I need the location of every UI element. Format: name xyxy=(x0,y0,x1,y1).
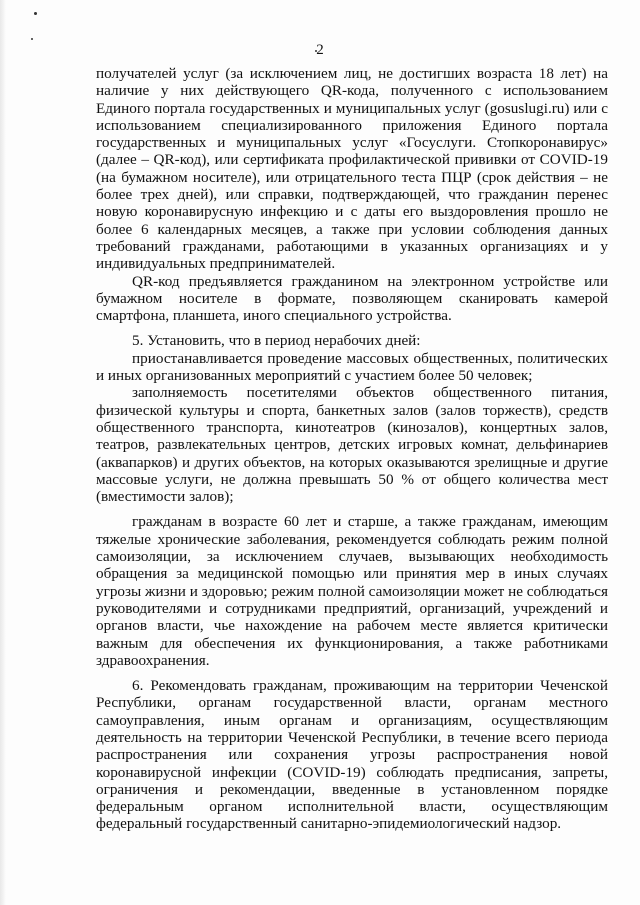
scan-speck xyxy=(34,12,37,15)
document-body xyxy=(96,65,608,833)
paragraph-mass-events: приостанавливается проведение массовых общественных, политических и иных организованных мероприятий с участием более 50 человек; xyxy=(96,349,608,385)
paragraph-occupancy: заполняемость посетителями объектов общественного питания, физической культуры и спорта, банкетных залов (залов торжеств), средств общественного транспорта, кинотеатров (кинозалов), концертных залов, театров, развлекательных центров, детских игровых комнат, дельфинариев (аквапарков) и других объектов, на которых оказываются зрелищные и другие массовые услуги, не должна превышать 50 % от общего количества мест (вместимости залов); xyxy=(96,384,608,506)
scan-speck xyxy=(31,38,33,40)
paragraph-self-isolation: гражданам в возрасте 60 лет и старше, а также гражданам, имеющим тяжелые хронические заболевания, рекомендуется соблюдать режим полной самоизоляции, за исключением случаев, вызывающих необходимость обращения за медицинской помощью или принятия мер в иных случаях угрозы жизни и здоровью; режим полной самоизоляции может не соблюдаться руководителями и сотрудниками предприятий, организаций, учреждений и органов власти, чье нахождение на рабочем месте является критически важным для обеспечения их функционирования, а также работниками здравоохранения. xyxy=(96,513,608,669)
paragraph-item-6: 6. Рекомендовать гражданам, проживающим на территории Чеченской Республики, органам государственной власти, органам местного самоуправления, иным органам и организациям, осуществляющим деятельность на территории Чеченской Республики, в течение всего периода распространения или сохранения угрозы распространения новой коронавирусной инфекции (COVID-19) соблюдать предписания, запреты, ограничения и рекомендации, введенные в установленном порядке федеральным органом исполнительной власти, осуществляющим федеральный государственный санитарно-эпидемиологический надзор. xyxy=(96,677,608,833)
paragraph-qr-code: QR-код предъявляется гражданином на электронном устройстве или бумажном носителе в формате, позволяющем сканировать камерой смартфона, планшета, иного специального устройства. xyxy=(96,272,608,325)
paragraph-item-5: 5. Установить, что в период нерабочих дней: xyxy=(132,332,421,350)
paragraph-continued: получателей услуг (за исключением лиц, не достигших возраста 18 лет) на наличие у них действующего QR-кода, полученного с использованием Единого портала государственных и муниципальных услуг (gosuslugi.ru) или с использованием специализированного приложения Единого портала государственных и муниципальных услуг «Госуслуги. Стопкоронавирус» (далее – QR-код), или сертификата профилактической прививки от COVID-19 (на бумажном носителе), или отрицательного теста ПЦР (срок действия – не более трех дней), или справки, подтверждающей, что гражданин перенес новую коронавирусную инфекцию и с даты его выздоровления прошло не более 6 календарных месяцев, а также при условии соблюдения данных требований гражданами, работающими в указанных организациях и у индивидуальных предпринимателей. xyxy=(96,65,608,273)
scan-left-edge xyxy=(0,0,6,905)
page-number: 2 xyxy=(316,42,324,58)
